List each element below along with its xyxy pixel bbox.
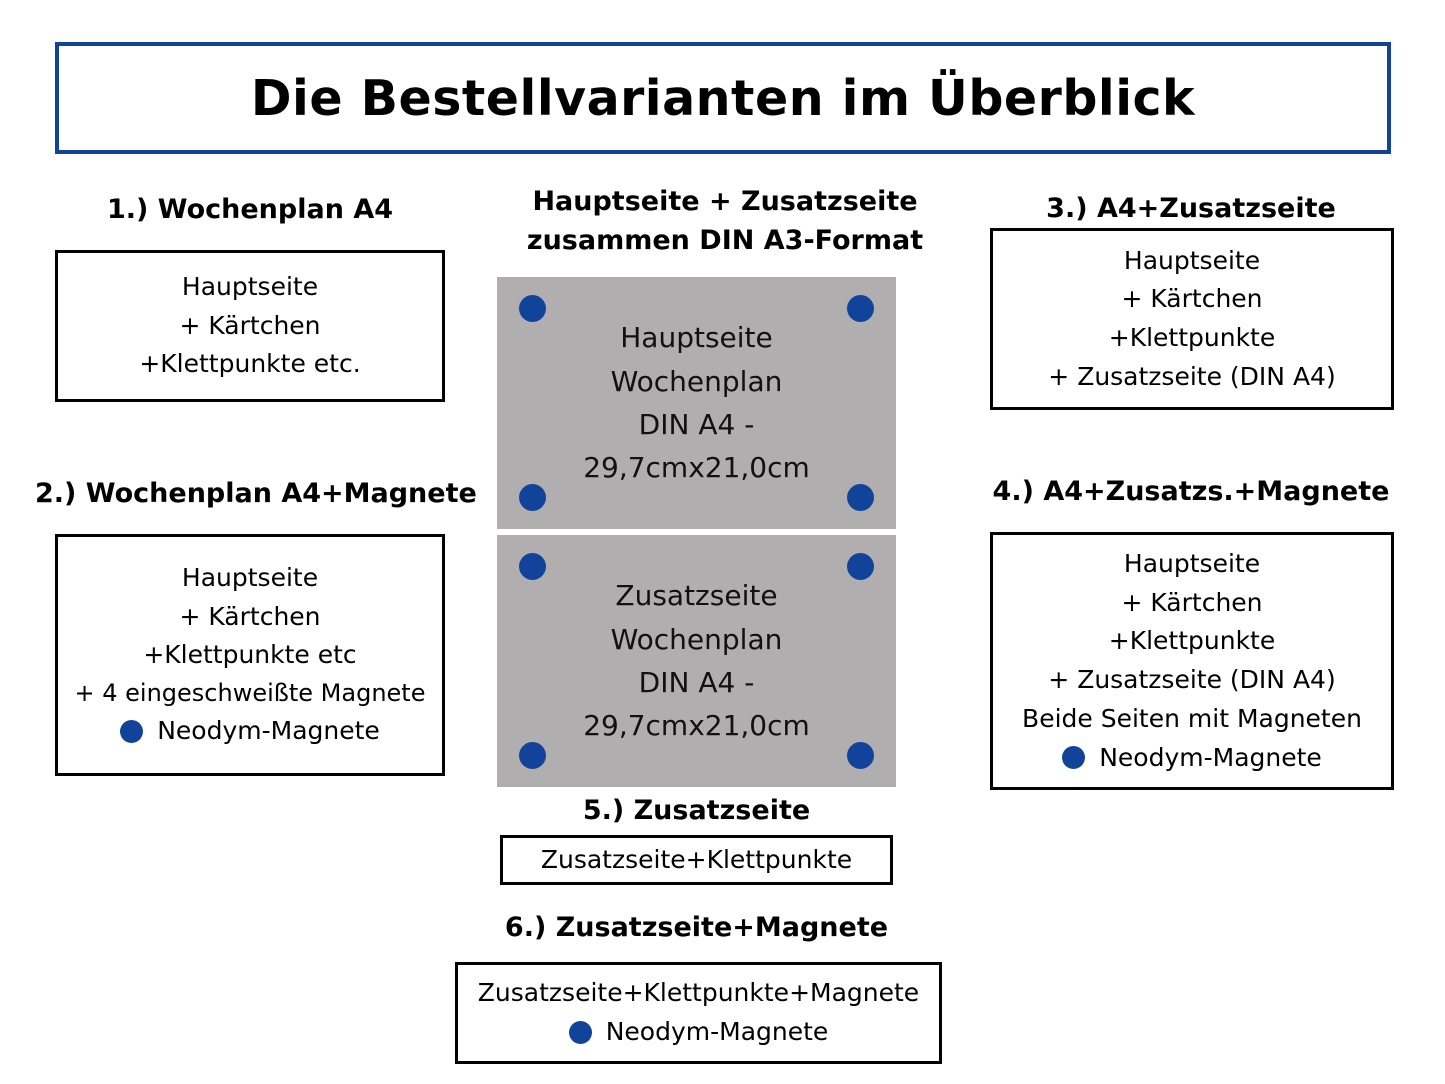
sheet-zusatzseite-text bbox=[583, 574, 810, 748]
magnet-dot-icon bbox=[847, 295, 874, 322]
option-2-line-4: + 4 eingeschweißte Magnete bbox=[74, 679, 426, 708]
option-2-box bbox=[55, 534, 445, 776]
sheet-hauptseite-line-4: 29,7cmx21,0cm bbox=[583, 451, 810, 485]
option-6-legend bbox=[569, 1013, 829, 1052]
sheet-zusatzseite-line-1: Zusatzseite bbox=[615, 579, 778, 613]
option-2-heading: 2.) Wochenplan A4+Magnete bbox=[35, 478, 477, 509]
option-3-box bbox=[990, 228, 1394, 410]
option-4-line-2: + Kärtchen bbox=[1121, 587, 1263, 617]
option-4-box bbox=[990, 532, 1394, 790]
option-6-heading: 6.) Zusatzseite+Magnete bbox=[504, 912, 889, 943]
option-2-legend bbox=[120, 712, 380, 751]
magnet-dot-icon bbox=[519, 295, 546, 322]
center-heading-line-2: zusammen DIN A3-Format bbox=[526, 225, 924, 257]
option-2-line-1: Hauptseite bbox=[181, 562, 319, 592]
magnet-dot-icon bbox=[519, 742, 546, 769]
option-4-line-3: +Klettpunkte bbox=[1108, 626, 1276, 656]
option-6-line-1: Zusatzseite+Klettpunkte+Magnete bbox=[477, 978, 920, 1008]
magnet-dot-icon bbox=[519, 484, 546, 511]
option-4-legend-label: Neodym-Magnete bbox=[1099, 742, 1322, 772]
center-heading-line-1: Hauptseite + Zusatzseite bbox=[532, 186, 918, 217]
magnet-dot-icon bbox=[519, 553, 546, 580]
option-2-line-2: + Kärtchen bbox=[179, 601, 321, 631]
option-3-line-3: +Klettpunkte bbox=[1108, 323, 1276, 352]
option-1-line-2: + Kärtchen bbox=[179, 310, 321, 340]
magnet-dot-icon bbox=[569, 1021, 592, 1044]
option-2-line-3: +Klettpunkte etc bbox=[143, 640, 357, 670]
center-heading bbox=[475, 182, 975, 260]
magnet-dot-icon bbox=[1062, 746, 1085, 769]
option-5-line-1: Zusatzseite+Klettpunkte bbox=[540, 844, 853, 874]
option-5-box bbox=[500, 835, 893, 885]
page-title: Die Bestellvarianten im Überblick bbox=[250, 69, 1196, 127]
option-1-line-1: Hauptseite bbox=[181, 271, 319, 301]
magnet-dot-icon bbox=[847, 484, 874, 511]
sheet-hauptseite-line-2: Wochenplan bbox=[610, 364, 783, 398]
option-3-line-2: + Kärtchen bbox=[1121, 284, 1263, 314]
option-3-line-1: Hauptseite bbox=[1123, 245, 1261, 275]
option-1-line-3: +Klettpunkte etc. bbox=[139, 349, 361, 379]
sheet-zusatzseite-line-4: 29,7cmx21,0cm bbox=[583, 709, 810, 743]
option-1-box bbox=[55, 250, 445, 402]
option-6-legend-label: Neodym-Magnete bbox=[605, 1017, 829, 1046]
magnet-dot-icon bbox=[847, 553, 874, 580]
option-3-heading: 3.) A4+Zusatzseite bbox=[1046, 193, 1336, 224]
sheet-zusatzseite-line-3: DIN A4 - bbox=[638, 666, 755, 699]
option-3-line-4: + Zusatzseite (DIN A4) bbox=[1048, 361, 1336, 391]
sheet-zusatzseite-line-2: Wochenplan bbox=[610, 622, 783, 656]
title-banner bbox=[55, 42, 1391, 154]
option-4-line-1: Hauptseite bbox=[1123, 548, 1261, 578]
magnet-dot-icon bbox=[847, 742, 874, 769]
option-5-heading: 5.) Zusatzseite bbox=[582, 795, 811, 826]
sheet-zusatzseite bbox=[497, 535, 896, 787]
sheet-hauptseite bbox=[497, 277, 896, 529]
sheet-hauptseite-line-1: Hauptseite bbox=[620, 321, 773, 355]
sheet-hauptseite-line-3: DIN A4 - bbox=[638, 408, 755, 441]
option-4-legend bbox=[1062, 739, 1322, 778]
option-4-line-4: + Zusatzseite (DIN A4) bbox=[1048, 665, 1336, 694]
option-6-box bbox=[455, 962, 942, 1064]
option-4-line-5: Beide Seiten mit Magneten bbox=[1022, 703, 1362, 733]
magnet-dot-icon bbox=[120, 720, 143, 743]
option-4-heading: 4.) A4+Zusatzs.+Magnete bbox=[992, 476, 1390, 507]
sheet-hauptseite-text bbox=[583, 316, 810, 490]
option-2-legend-label: Neodym-Magnete bbox=[157, 716, 380, 746]
option-1-heading: 1.) Wochenplan A4 bbox=[106, 194, 394, 225]
